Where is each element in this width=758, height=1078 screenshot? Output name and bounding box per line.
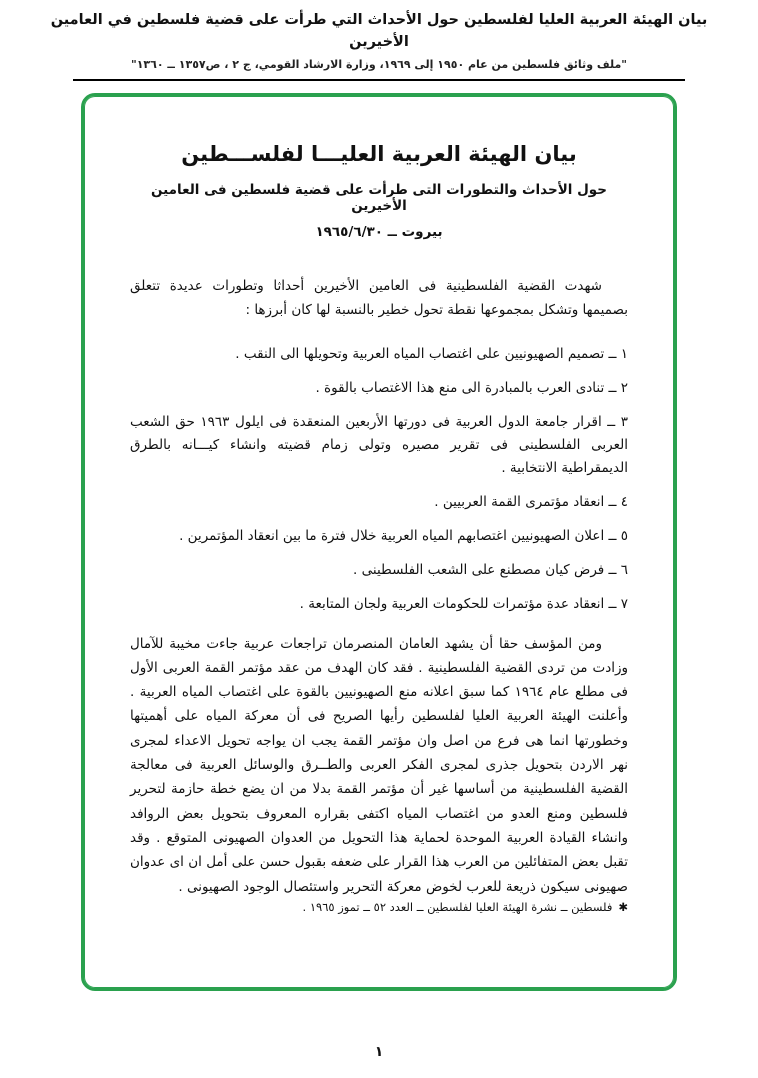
numbered-list xyxy=(130,332,628,615)
header-title: بيان الهيئة العربية العليا لفلسطين حول الأحداث التي طرأت على قضية فلسطين في العامين الأخيرين xyxy=(50,12,708,50)
document-date: بيروت ــ ١٩٦٥/٦/٣٠ xyxy=(315,223,443,240)
footnote-text: فلسطين ــ نشرة الهيئة العليا لفلسطين ــ العدد ٥٢ ــ تموز ١٩٦٥ . xyxy=(302,899,613,914)
header-rule xyxy=(73,79,685,81)
list-item-2: ٢ ــ تنادى العرب بالمبادرة الى منع هذا الاغتصاب بالقوة . xyxy=(315,380,628,397)
list-item-3: ٣ ــ اقرار جامعة الدول العربية فى دورتها الأربعين المنعقدة فى ايلول ١٩٦٣ حق الشعب العربى الفلسطينى فى تقرير مصيره وتولى زمام قضيته وانشاء كيـــانه بالطرق الديمقراطية الانتخابية . xyxy=(130,413,628,476)
list-item-7: ٧ ــ انعقاد عدة مؤتمرات للحكومات العربية ولجان المتابعة . xyxy=(299,595,628,612)
document-title: بيان الهيئة العربية العليـــا لفلســـطين xyxy=(181,141,577,166)
page-number: ١ xyxy=(374,1044,384,1060)
document-subtitle: حول الأحداث والتطورات التى طرأت على قضية فلسطين فى العامين الأخيرين xyxy=(151,181,607,214)
document-frame xyxy=(81,93,677,991)
footnote-asterisk-icon: ✱ xyxy=(618,899,628,914)
intro-paragraph: شهدت القضية الفلسطينية فى العامين الأخيرين أحداثا وتطورات عديدة تتعلق بصميمها وتشكل بمجموعها نقطة تحول خطير بالنسبة لها كان أبرزها : xyxy=(130,277,628,318)
header-source-line: "ملف وثائق فلسطين من عام ١٩٥٠ إلى ١٩٦٩، وزارة الارشاد القومي، ج ٢ ، ص١٣٥٧ ــ ١٣٦٠" xyxy=(130,57,627,71)
list-item-6: ٦ ــ فرض كيان مصطنع على الشعب الفلسطينى . xyxy=(353,561,628,578)
list-item-4: ٤ ــ انعقاد مؤتمرى القمة العربيين . xyxy=(434,493,628,510)
page-header xyxy=(29,10,729,71)
list-item-1: ١ ــ تصميم الصهيونيين على اغتصاب المياه العربية وتحويلها الى النقب . xyxy=(235,346,628,363)
footnote xyxy=(130,899,628,974)
list-item-5: ٥ ــ اعلان الصهيونيين اغتصابهم المياه العربية خلال فترة ما بين انعقاد المؤتمرين . xyxy=(179,527,628,544)
body-paragraph: ومن المؤسف حقا أن يشهد العامان المنصرمان تراجعات عربية جاءت مخيبة للآمال وزادت من تردى القضية الفلسطينية . فقد كان الهدف من عقد مؤتمر القمة العربى الأول فى مطلع عام ١٩٦٤ كما سبق اعلانه منع الصهيونيين بالقوة على اغتصاب المياه العربية . وأعلنت الهيئة العربية العليا لفلسطين رأيها الصريح فى أن معركة المياه على أهميتها وخطورتها انما هى فرع من اصل وان مؤتمر القمة يجب ان يواجه تحويل الاعداء لمجرى نهر الاردن بتحويل جذرى لمجرى الفكر العربى والطــرق والوسائل العربية فى معالجة القضية الفلسطينية من أساسها غير أن مؤتمر القمة بدلا من ان يضع خطة حازمة لتحرير فلسطين ومنع العدو من اغتصاب المياه اكتفى بقراره المعروف بتحويل بعض الروافد وانشاء القيادة العربية الموحدة لحماية هذا التحويل من العدوان الصهيونى المتوقع . وقد تقبل بعض المتفائلين من العرب هذا القرار على ضعفه بقبول حسن على أمل ان اى عدوان صهيونى سيكون ذريعة للعرب لخوض معركة التحرير واستئصال الوجود الصهيونى . xyxy=(130,635,628,895)
